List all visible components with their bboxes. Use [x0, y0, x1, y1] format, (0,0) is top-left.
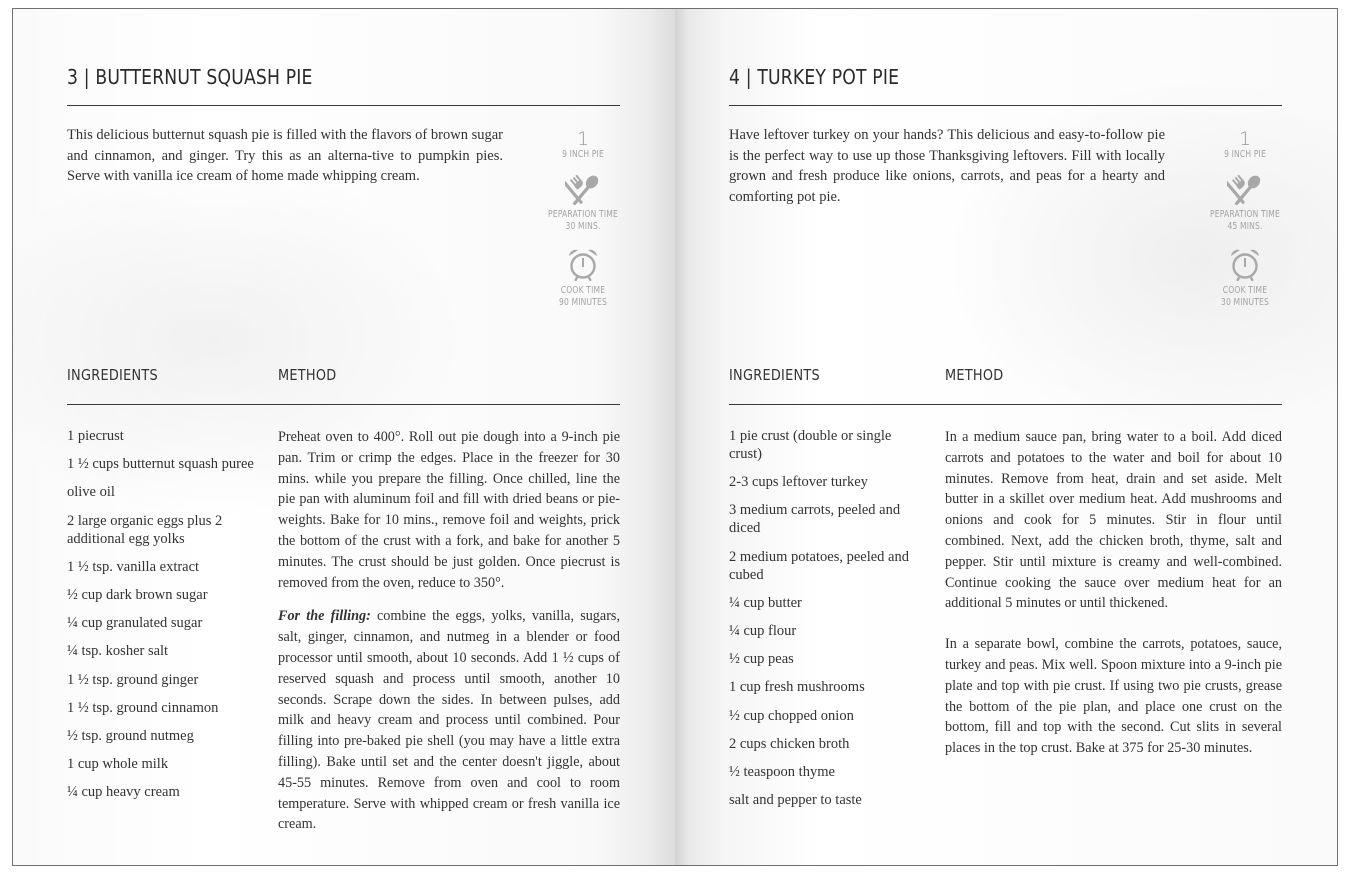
cook-value: 90 MINUTES [558, 297, 607, 308]
ingredient-item: ¼ cup heavy cream [67, 784, 180, 801]
ingredient-item: 1 ½ tsp. ground ginger [67, 671, 199, 688]
ingredient-item: ½ cup chopped onion [729, 707, 854, 724]
prep-stat [1197, 175, 1293, 233]
ingredient-item: ½ cup dark brown sugar [67, 586, 208, 603]
method-paragraph: Preheat oven to 400°. Roll out pie dough into a 9-inch pie pan. Trim or crimp the edges. Place in the freezer for 30 mins. while you prepare the filling. Once chilled, line the pie pan with aluminum foil and fill with dried beans or pie-weights. Bake for 10 mins., remove foil and weights, prick the bottom of the crust with a fork, and bake for another 5 minutes. The crust should be just golden. Once piecrust is removed from the oven, reduce to 350°. [278, 429, 620, 591]
prep-caption: PEPARATION TIME [548, 209, 618, 220]
ingredient-item: 2-3 cups leftover turkey [729, 474, 868, 491]
method-heading: METHOD [278, 366, 337, 384]
servings-caption: 9 INCH PIE [562, 149, 604, 160]
ingredients-list [729, 427, 914, 819]
recipe-title: 3 | BUTTERNUT SQUASH PIE [67, 65, 313, 89]
cook-caption: COOK TIME [560, 285, 606, 296]
ingredient-item: 2 cups chicken broth [729, 735, 850, 752]
ingredient-item: 1 ½ tsp. ground cinnamon [67, 699, 219, 716]
method-heading: METHOD [945, 366, 1004, 384]
method-paragraph: In a medium sauce pan, bring water to a boil. Add diced carrots and potatoes to the water and boil for about 10 minutes. Remove from heat, drain and set aside. Melt butter in a skillet over medium heat. Add mushrooms and onions and cook for 5 minutes. Stir in flour until combined. Next, add the chicken broth, thyme, salt and pepper. Stir until mixture is creamy and well-combined. Continue cooking the sauce over medium heat for an additional 5 minutes or until thickened. [945, 429, 1282, 612]
servings-stat [1197, 129, 1293, 161]
method-text [945, 427, 1282, 772]
ingredient-item: 3 medium carrots, peeled and diced [729, 502, 901, 537]
method-paragraph: In a separate bowl, combine the carrots, potatoes, sauce, turkey and peas. Mix well. Spoon mixture into a 9-inch pie plate and top with pie crust. If using two pie crusts, grease the bottom of the pie plan, and place one crust on the bottom, fill and top with the second. Cut slits in several places in the top crust. Bake at 375 for 25-30 minutes. [945, 636, 1282, 757]
servings-number: 1 [1238, 128, 1252, 150]
servings-caption: 9 INCH PIE [1224, 149, 1266, 160]
recipe-intro: Have leftover turkey on your hands? This delicious and easy-to-follow pie is the perfect way to use up those Thanksgiving leftovers. Fill with locally grown and fresh produce like onions, carrots, and peas for a hearty and comforting pot pie. [729, 127, 1165, 205]
section-divider [67, 404, 620, 405]
ingredient-item: ½ cup peas [729, 651, 794, 668]
utensils-icon [565, 175, 601, 205]
ingredient-item: ½ teaspoon thyme [729, 763, 835, 780]
title-divider [67, 105, 620, 106]
ingredient-item: 1 ½ tsp. vanilla extract [67, 558, 200, 575]
ingredients-list [67, 427, 257, 811]
ingredient-item: 1 cup whole milk [67, 756, 169, 773]
right-page [675, 9, 1337, 865]
utensils-icon [1227, 175, 1263, 205]
section-divider [729, 404, 1282, 405]
ingredient-item: ½ tsp. ground nutmeg [67, 727, 194, 744]
prep-value: 30 MINS. [565, 221, 601, 232]
ingredient-item: 1 cup fresh mushrooms [729, 679, 865, 696]
prep-caption: PEPARATION TIME [1210, 209, 1280, 220]
prep-stat [535, 175, 631, 233]
ingredients-heading: INGREDIENTS [67, 366, 159, 384]
servings-number: 1 [576, 128, 590, 150]
servings-stat [535, 129, 631, 161]
method-body: combine the eggs, yolks, vanilla, sugars, salt, ginger, cinnamon, and nutmeg in a blender or food processor until smooth, about 10 seconds. Add 1 ½ cups of reserved squash and process until smooth, another 10 seconds. Scrape down the sides. In between pulses, add milk and heavy cream and process until combined. Pour filling into pre-baked pie shell (you may have a little extra filling). Bake until set and the center doesn't jiggle, about 45-55 minutes. Remove from oven and cool to room temperature. Serve with whipped cream or fresh vanilla ice cream. [278, 608, 620, 833]
ingredient-item: olive oil [67, 484, 115, 501]
ingredient-item: 1 pie crust (double or single crust) [729, 428, 892, 462]
cook-stat [1197, 247, 1293, 309]
prep-value: 45 MINS. [1227, 221, 1263, 232]
ingredient-item: 1 ½ cups butternut squash puree [67, 456, 254, 473]
recipe-intro: This delicious butternut squash pie is filled with the flavors of brown sugar and cinnamon, and ginger. Try this as an alterna-tive to pumpkin pies. Serve with vanilla ice cream of home made whipping cream. [67, 127, 503, 185]
ingredient-item: ¼ cup granulated sugar [67, 615, 203, 632]
alarm-clock-icon [1228, 247, 1262, 281]
ingredient-item: ¼ cup flour [729, 622, 797, 639]
method-text [278, 427, 620, 848]
cook-caption: COOK TIME [1222, 285, 1268, 296]
cook-stat [535, 247, 631, 309]
method-lead: For the filling: [278, 608, 371, 625]
left-page [13, 9, 675, 865]
ingredient-item: 2 large organic eggs plus 2 additional egg yolks [67, 512, 223, 547]
ingredient-item: salt and pepper to taste [729, 792, 862, 809]
title-divider [729, 105, 1282, 106]
recipe-title: 4 | TURKEY POT PIE [729, 65, 900, 89]
ingredient-item: 2 medium potatoes, peeled and cubed [729, 548, 909, 583]
method-paragraph [278, 606, 620, 835]
recipe-stats [535, 129, 631, 323]
cook-value: 30 MINUTES [1220, 297, 1269, 308]
alarm-clock-icon [566, 247, 600, 281]
recipe-stats [1197, 129, 1293, 323]
book-spread [12, 8, 1338, 866]
ingredient-item: ¼ cup butter [729, 594, 802, 611]
ingredient-item: 1 piecrust [67, 428, 124, 444]
ingredient-item: ¼ tsp. kosher salt [67, 643, 169, 660]
ingredients-heading: INGREDIENTS [729, 366, 821, 384]
